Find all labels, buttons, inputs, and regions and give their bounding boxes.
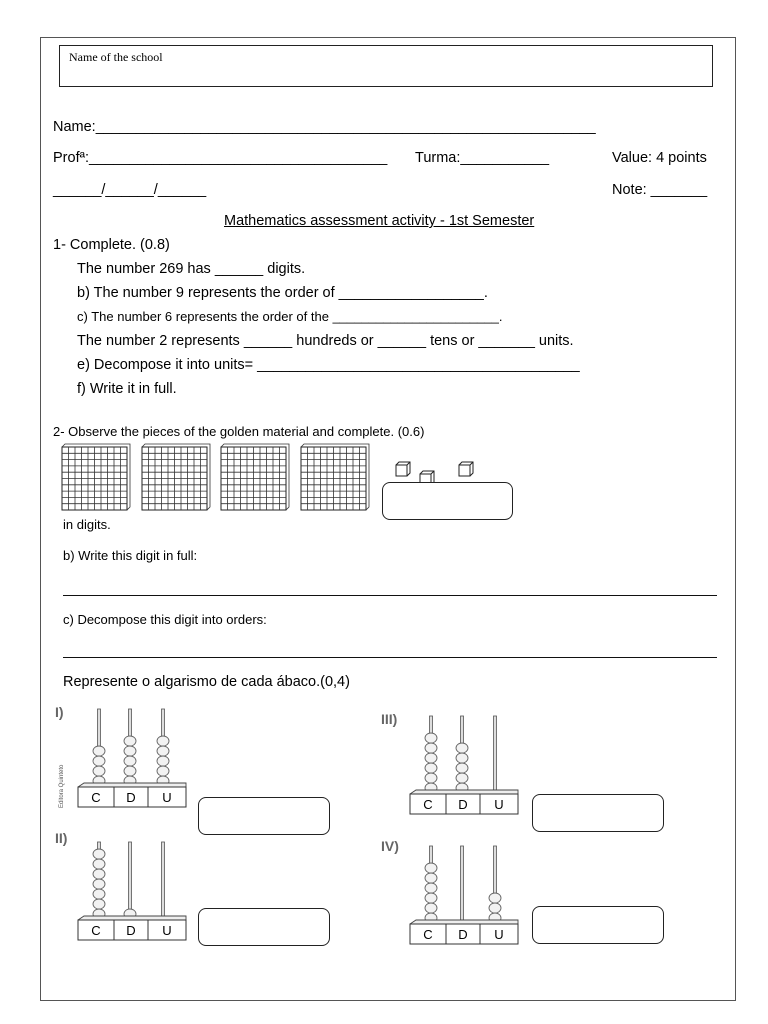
abacus-bead [93, 849, 105, 859]
abacus-bead [93, 869, 105, 879]
abacus-bead [425, 873, 437, 883]
school-name-label: Name of the school [69, 50, 163, 64]
q1-d: The number 2 represents ______ hundreds or ______ tens or _______ units. [77, 333, 574, 349]
value-label: Value: 4 points [612, 150, 707, 166]
abacus-4-label: IV) [381, 838, 399, 854]
abacus-column-label-D: D [126, 923, 136, 938]
publisher-credit: Editora Quinteto [59, 764, 65, 808]
q1-e: e) Decompose it into units= ________________________________________ [77, 357, 580, 373]
abacus-rod-D [129, 842, 132, 920]
unit-cube-3 [459, 462, 473, 476]
hundred-flat-3 [221, 444, 289, 510]
abacus-bead [93, 766, 105, 776]
turma-line[interactable]: Turma:___________ [415, 150, 550, 166]
abacus-bead [124, 766, 136, 776]
abacus-bead [456, 763, 468, 773]
abacus-bead [124, 746, 136, 756]
abacus-bead [425, 893, 437, 903]
abacus-column-label-D: D [458, 797, 468, 812]
abacus-bead [124, 756, 136, 766]
abacus-bead [93, 859, 105, 869]
abacus-bead [425, 773, 437, 783]
abacus-bead [425, 753, 437, 763]
abacus-column-label-C: C [91, 923, 101, 938]
q2-b: b) Write this digit in full: [63, 548, 198, 563]
abacus-column-label-U: U [494, 927, 504, 942]
abacus-rod-U [494, 716, 497, 794]
abacus-bead [157, 746, 169, 756]
abacus-bead [93, 879, 105, 889]
abacus-bead [456, 753, 468, 763]
abacus-bead [157, 756, 169, 766]
abacus-3-answer-box[interactable] [532, 794, 664, 832]
q2-title: 2- Observe the pieces of the golden material and complete. (0.6) [53, 424, 425, 439]
date-line[interactable]: ______/______/______ [53, 182, 207, 198]
abacus-column-label-U: U [162, 790, 172, 805]
abacus-1-answer-box[interactable] [198, 797, 330, 835]
name-line[interactable]: Name:______________________________________________________________ [53, 119, 596, 135]
abacus-4-answer-box[interactable] [532, 906, 664, 944]
abacus-bead [425, 763, 437, 773]
abacus-bead [124, 736, 136, 746]
abacus-bead [456, 743, 468, 753]
abacus-column-label-C: C [423, 927, 433, 942]
abacus-bead [489, 893, 501, 903]
q2-b-answer-line[interactable] [63, 595, 717, 596]
abacus-4 [400, 842, 525, 952]
abacus-bead [93, 756, 105, 766]
abacus-bead [425, 903, 437, 913]
abacus-2 [68, 838, 193, 948]
q2-c: c) Decompose this digit into orders: [63, 612, 267, 627]
abacus-column-label-U: U [494, 797, 504, 812]
abacus-rod-U [162, 842, 165, 920]
prof-line[interactable]: Profª:_____________________________________ [53, 150, 388, 166]
q1-title: 1- Complete. (0.8) [53, 237, 170, 253]
abacus-column-label-C: C [91, 790, 101, 805]
page-title: Mathematics assessment activity - 1st Semester [224, 213, 535, 229]
q3-title: Represente o algarismo de cada ábaco.(0,4) [63, 674, 350, 690]
abacus-bead [425, 863, 437, 873]
abacus-2-answer-box[interactable] [198, 908, 330, 946]
abacus-column-label-C: C [423, 797, 433, 812]
abacus-3-label: III) [381, 711, 398, 727]
q1-f: f) Write it in full. [77, 381, 177, 397]
abacus-column-label-D: D [126, 790, 136, 805]
q1-c: c) The number 6 represents the order of the _______________________. [77, 309, 503, 324]
abacus-column-label-D: D [458, 927, 468, 942]
abacus-bead [157, 736, 169, 746]
abacus-column-label-U: U [162, 923, 172, 938]
note-line[interactable]: Note: _______ [612, 182, 708, 198]
hundred-flat-4 [301, 444, 369, 510]
hundred-flat-1 [62, 444, 130, 510]
q2-c-answer-line[interactable] [63, 657, 717, 658]
abacus-rod-D [461, 846, 464, 924]
q1-a: The number 269 has ______ digits. [77, 261, 306, 277]
abacus-bead [456, 773, 468, 783]
unit-cube-1 [396, 462, 410, 476]
abacus-bead [93, 899, 105, 909]
abacus-bead [425, 743, 437, 753]
abacus-2-label: II) [55, 830, 68, 846]
q2-in-digits: in digits. [63, 517, 111, 532]
abacus-1-label: I) [55, 704, 64, 720]
q2-answer-box[interactable] [382, 482, 513, 520]
abacus-bead [93, 889, 105, 899]
hundred-flat-2 [142, 444, 210, 510]
q1-b: b) The number 9 represents the order of __________________. [77, 285, 488, 301]
abacus-3 [400, 712, 525, 822]
abacus-bead [93, 746, 105, 756]
abacus-bead [425, 883, 437, 893]
abacus-1 [68, 705, 193, 815]
abacus-bead [157, 766, 169, 776]
abacus-bead [489, 903, 501, 913]
abacus-bead [425, 733, 437, 743]
